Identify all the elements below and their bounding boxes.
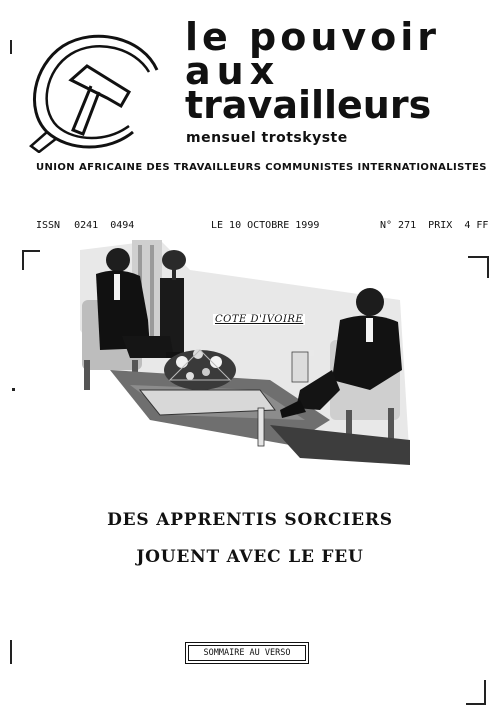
issn-part-1: 0241 [74,220,99,231]
issn-label: ISSN [36,220,61,231]
photo-caption: COTE D'IVOIRE [215,314,304,325]
issue-number-price [380,220,488,231]
sommaire-box [185,642,309,664]
speck-left [12,388,15,391]
crop-mark-top-right [468,256,488,258]
crop-mark-left-top [10,40,12,54]
masthead-title-line-1: le pouvoir [185,15,441,59]
crop-mark-bottom-left [10,640,12,664]
crop-mark-bottom-right [484,680,486,704]
issn-part-2: 0494 [110,220,135,231]
price-label: PRIX [428,220,453,231]
hammer-and-sickle-icon [25,28,165,153]
masthead-title [185,15,485,127]
headline-line-2: JOUENT AVEC LE FEU [136,547,364,567]
crop-mark-top-right-vertical [487,256,489,278]
sommaire-label: SOMMAIRE AU VERSO [203,648,291,658]
organization-name: UNION AFRICAINE DES TRAVAILLEURS COMMUNISTES INTERNATIONALISTES [36,162,487,173]
masthead-title-line-2: aux [185,49,281,93]
crop-mark-bottom-right-horizontal [466,703,486,705]
masthead-title-line-3: travailleurs [185,83,432,127]
crop-mark-top-left-vertical [22,250,24,270]
price-value: 4 FF [464,220,489,231]
issn-info [36,220,134,231]
issue-date: LE 10 OCTOBRE 1999 [211,220,320,231]
issue-number: N° 271 [380,220,417,231]
crop-mark-top-left [22,250,40,252]
headline-line-1: DES APPRENTIS SORCIERS [107,510,393,530]
cover-photo [70,240,410,465]
masthead-subtitle: mensuel trotskyste [186,130,348,146]
